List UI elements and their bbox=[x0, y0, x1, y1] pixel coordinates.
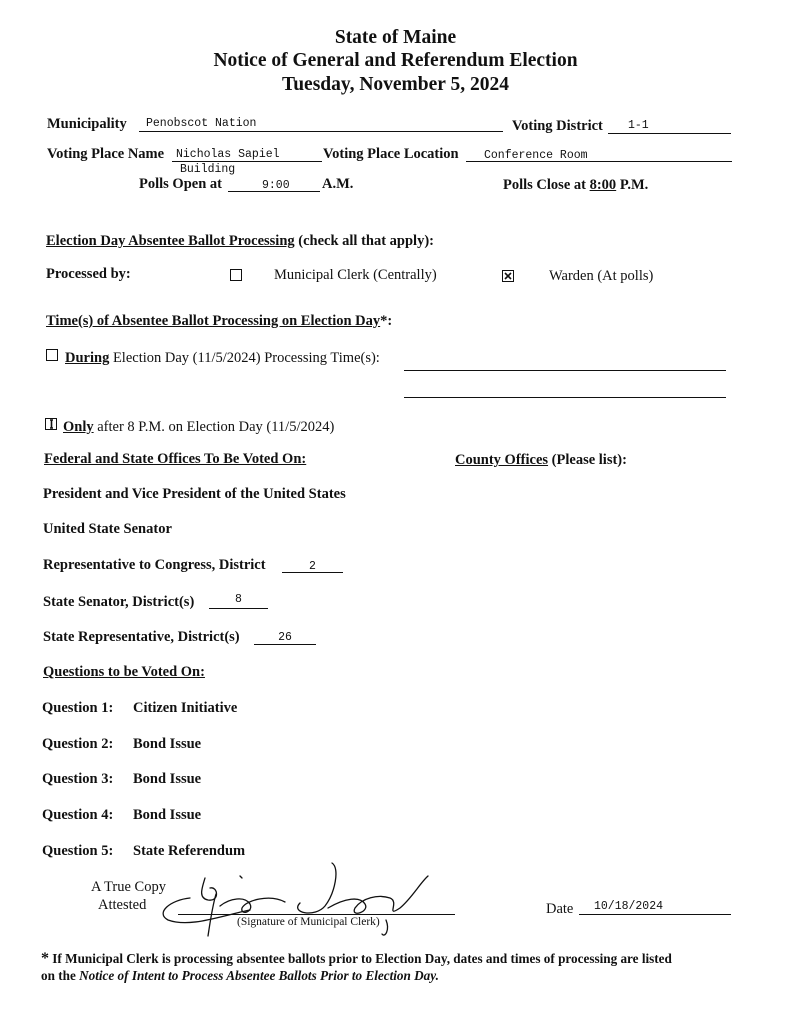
document-title-date: Tuesday, November 5, 2024 bbox=[282, 74, 509, 95]
check-mark-icon bbox=[503, 271, 513, 281]
only-after-row bbox=[63, 419, 334, 436]
signature-line bbox=[178, 914, 455, 915]
office-state-senator-label: State Senator, District(s) bbox=[43, 594, 195, 610]
during-checkbox[interactable] bbox=[46, 349, 58, 361]
absentee-heading-text: Election Day Absentee Ballot Processing bbox=[46, 233, 295, 249]
voting-district-value: 1-1 bbox=[628, 119, 649, 132]
county-offices-heading-text: County Offices bbox=[455, 452, 549, 468]
attested-label: Attested bbox=[98, 897, 147, 913]
state-rep-district-value: 26 bbox=[278, 631, 292, 644]
office-president: President and Vice President of the United States bbox=[43, 486, 346, 502]
municipality-value: Penobscot Nation bbox=[146, 117, 257, 130]
question-5-type: State Referendum bbox=[133, 843, 246, 859]
office-us-senator: United State Senator bbox=[43, 521, 172, 537]
voting-place-location-value: Conference Room bbox=[484, 149, 588, 162]
only-text: after 8 P.M. on Election Day (11/5/2024) bbox=[97, 419, 335, 435]
voting-place-name-value-line2: Building bbox=[180, 163, 236, 176]
clerk-option-label: Municipal Clerk (Centrally) bbox=[274, 267, 437, 283]
footnote-asterisk: * bbox=[41, 950, 49, 967]
processing-times-asterisk: *: bbox=[380, 313, 393, 329]
processing-times-heading bbox=[46, 313, 392, 330]
state-rep-district-line bbox=[254, 644, 316, 645]
polls-close-label: Polls Close at bbox=[503, 177, 586, 193]
polls-close-suffix: P.M. bbox=[619, 177, 649, 193]
question-4-label: Question 4: bbox=[42, 807, 114, 823]
footnote-text2-prefix: on the bbox=[41, 968, 76, 983]
voting-place-name-value: Nicholas Sapiel bbox=[176, 148, 280, 161]
footnote-line-1 bbox=[41, 950, 672, 968]
during-time-line-1 bbox=[404, 370, 726, 371]
absentee-heading-suffix: (check all that apply): bbox=[298, 233, 434, 249]
polls-close bbox=[503, 177, 648, 194]
clerk-checkbox[interactable] bbox=[230, 269, 242, 281]
office-state-rep-label: State Representative, District(s) bbox=[43, 629, 240, 645]
polls-open-label: Polls Open at bbox=[139, 176, 222, 192]
question-1-label: Question 1: bbox=[42, 700, 114, 716]
processing-times-heading-text: Time(s) of Absentee Ballot Processing on Election Day bbox=[46, 313, 381, 329]
document-title-state: State of Maine bbox=[334, 27, 457, 48]
warden-option-label: Warden (At polls) bbox=[549, 268, 654, 284]
footnote-line-2 bbox=[41, 968, 439, 984]
question-1-type: Citizen Initiative bbox=[133, 700, 238, 716]
date-value: 10/18/2024 bbox=[594, 900, 664, 913]
only-after-checkbox[interactable] bbox=[45, 418, 57, 430]
during-word: During bbox=[65, 350, 110, 366]
voting-place-location-label: Voting Place Location bbox=[323, 146, 459, 162]
congress-district-value: 2 bbox=[309, 560, 316, 573]
footnote-text2-italic: Notice of Intent to Process Absentee Ballots Prior to Election Day. bbox=[79, 968, 439, 983]
true-copy-label: A True Copy bbox=[91, 879, 166, 895]
absentee-heading bbox=[46, 233, 434, 250]
federal-state-offices-heading: Federal and State Offices To Be Voted On: bbox=[44, 451, 307, 467]
signature-caption: (Signature of Municipal Clerk) bbox=[237, 916, 380, 928]
check-mark-icon bbox=[46, 419, 56, 429]
voting-district-label: Voting District bbox=[512, 118, 603, 134]
processed-by-label: Processed by: bbox=[46, 266, 131, 282]
date-label: Date bbox=[546, 901, 574, 917]
question-5-label: Question 5: bbox=[42, 843, 114, 859]
municipality-label: Municipality bbox=[47, 116, 127, 132]
date-line bbox=[579, 914, 731, 915]
polls-open-suffix: A.M. bbox=[322, 176, 354, 192]
voting-district-line bbox=[608, 133, 731, 134]
during-text: Election Day (11/5/2024) Processing Time(s): bbox=[112, 350, 380, 366]
only-word: Only bbox=[63, 419, 94, 435]
footnote-text: If Municipal Clerk is processing absentee ballots prior to Election Day, dates and times of processing are listed bbox=[52, 951, 672, 966]
question-2-type: Bond Issue bbox=[133, 736, 202, 752]
county-offices-heading bbox=[455, 452, 627, 469]
county-offices-heading-suffix: (Please list): bbox=[551, 452, 627, 468]
question-3-label: Question 3: bbox=[42, 771, 114, 787]
question-2-label: Question 2: bbox=[42, 736, 114, 752]
office-congress-label: Representative to Congress, District bbox=[43, 557, 266, 573]
questions-heading: Questions to be Voted On: bbox=[43, 664, 205, 680]
polls-open-value: 9:00 bbox=[262, 179, 290, 192]
municipality-line bbox=[139, 131, 503, 132]
during-row bbox=[65, 350, 380, 367]
state-senator-district-line bbox=[209, 608, 268, 609]
question-4-type: Bond Issue bbox=[133, 807, 202, 823]
polls-close-time: 8:00 bbox=[589, 177, 617, 193]
voting-place-name-line bbox=[172, 161, 322, 162]
voting-place-name-label: Voting Place Name bbox=[47, 146, 165, 162]
during-time-line-2 bbox=[404, 397, 726, 398]
state-senator-district-value: 8 bbox=[235, 593, 242, 606]
document-title-notice: Notice of General and Referendum Election bbox=[213, 50, 578, 71]
warden-checkbox[interactable] bbox=[502, 270, 514, 282]
question-3-type: Bond Issue bbox=[133, 771, 202, 787]
